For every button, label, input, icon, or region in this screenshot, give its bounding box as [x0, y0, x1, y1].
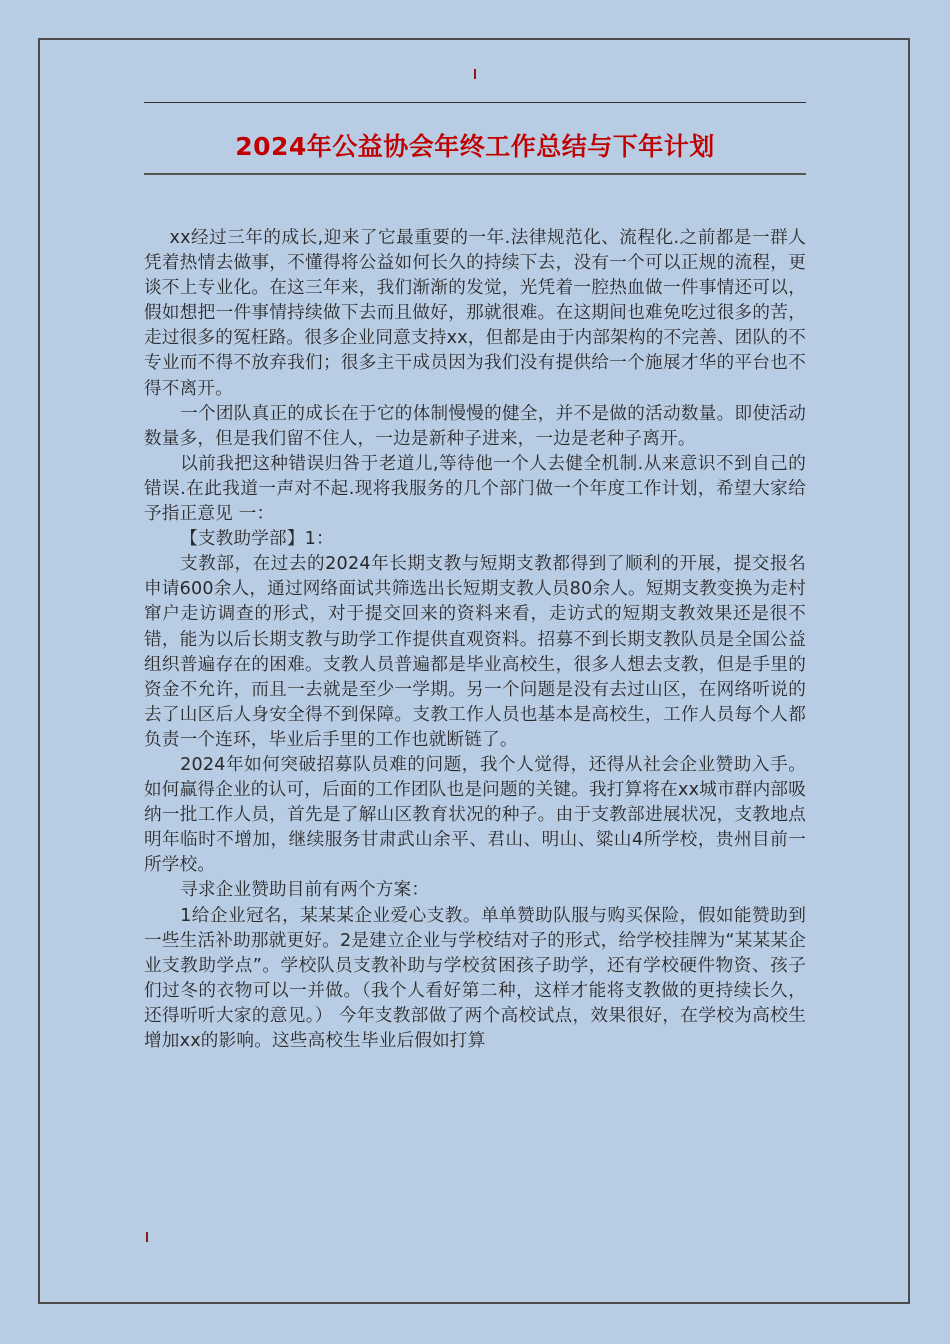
- paragraph: 寻求企业赞助目前有两个方案：: [180, 880, 430, 901]
- paragraph: 以前我把这种错误归咎于老道儿,等待他一个人去健全机制.从来意识不到自己的错误.在此我道一声对不起.现将我服务的几个部门做一个年度工作计划，希望大家给予指正意见 一：: [144, 453, 806, 525]
- paragraph: 支教部，在过去的2024年长期支教与短期支教都得到了顺利的开展，提交报名申请600余人，通过网络面试共筛选出长短期支教人员80余人。短期支教变换为走村窜户走访调查的形式，对于提交回来的资料来看，走访式的短期支教效果还是很不错，能为以后长期支教与助学工作提供直观资料。招募不到长期支教队员是全国公益组织普遍存在的困难。支教人员普遍都是毕业高校生，很多人想去支教，但是手里的资金不允许，而且一去就是至少一学期。另一个问题是没有去过山区，在网络听说的去了山区后人身安全得不到保障。支教工作人员也基本是高校生，工作人员每个人都负责一个连环，毕业后手里的工作也就断链了。: [144, 554, 806, 750]
- paragraph: 1给企业冠名，某某某企业爱心支教。单单赞助队服与购买保险，假如能赞助到一些生活补助那就更好。2是建立企业与学校结对子的形式，给学校挂牌为“某某某企业支教助学点”。学校队员支教补助与学校贫困孩子助学，还有学校硬件物资、孩子们过冬的衣物可以一并做。（我个人看好第二种，这样才能将支教做的更持续长久，还得听听大家的意见。） 今年支教部做了两个高校试点，效果很好，在学校为高校生增加xx的影响。这些高校生毕业后假如打算: [144, 905, 806, 1051]
- document-title: 2024年公益协会年终工作总结与下年计划: [235, 132, 715, 161]
- paragraph: 一个团队真正的成长在于它的体制慢慢的健全，并不是做的活动数量。即使活动数量多，但是我们留不住人，一边是新种子进来，一边是老种子离开。: [144, 403, 806, 449]
- title-rule: [144, 173, 806, 175]
- paragraph: 2024年如何突破招募队员难的问题，我个人觉得，还得从社会企业赞助入手。如何赢得企业的认可，后面的工作团队也是问题的关键。我打算将在xx城市群内部吸纳一批工作人员，首先是了解山区教育状况的种子。由于支教部进展状况，支教地点明年临时不增加，继续服务甘肃武山余平、君山、明山、粱山4所学校，贵州目前一所学校。: [144, 754, 806, 876]
- paragraph: xx经过三年的成长,迎来了它最重要的一年.法律规范化、流程化.之前都是一群人凭着热情去做事，不懂得将公益如何长久的持续下去，没有一个可以正规的流程，更谈不上专业化。在这三年来，我们渐渐的发觉，光凭着一腔热血做一件事情还可以，假如想把一件事情持续做下去而且做好，那就很难。在这期间也难免吃过很多的苦，走过很多的冤枉路。很多企业同意支持xx，但都是由于内部架构的不完善、团队的不专业而不得不放弃我们；很多主干成员因为我们没有提供给一个施展才华的平台也不得不离开。: [144, 228, 806, 399]
- header-mark: [474, 69, 476, 79]
- section-heading: 【支教助学部】1：: [180, 529, 334, 550]
- footer-mark: [146, 1232, 148, 1242]
- header-rule: [144, 102, 806, 103]
- document-body: [144, 226, 806, 1054]
